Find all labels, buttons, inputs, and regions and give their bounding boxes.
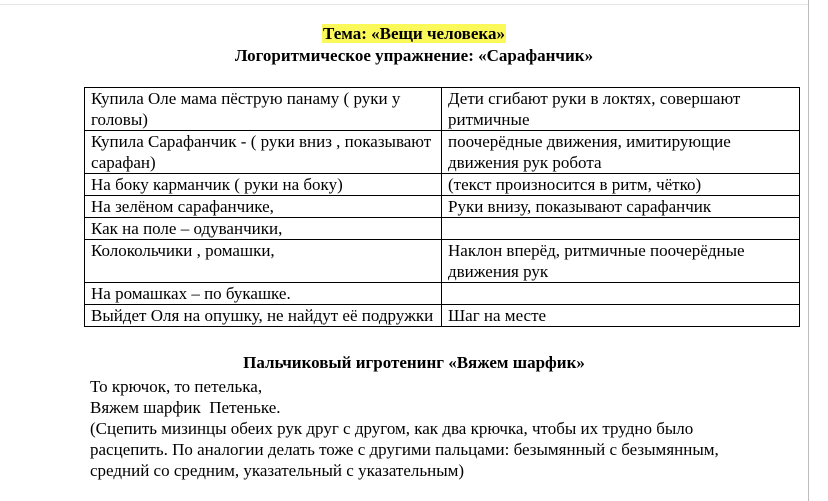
instruction-text: (Сцепить мизинцы обеих рук друг с другом, как два крючка, чтобы их трудно было расцепить. По аналогии делать тоже с другими пальцами: безымянный с безымянным, средний со средним, указательный с указательным) xyxy=(90,419,719,480)
table-cell-action xyxy=(442,283,800,305)
table-cell-action: поочерёдные движения, имитирующие движения рук робота xyxy=(442,131,800,174)
table-row xyxy=(85,174,800,196)
table-cell-text: Как на поле – одуванчики, xyxy=(85,218,442,240)
exercise-title: Логоритмическое упражнение: «Сарафанчик» xyxy=(234,46,594,65)
table-cell-text: Купила Сарафанчик - ( руки вниз , показывают сарафан) xyxy=(85,131,442,174)
table-cell-action: Шаг на месте xyxy=(442,305,800,327)
table-row xyxy=(85,305,800,327)
table-row xyxy=(85,240,800,283)
finger-game-title: Пальчиковый игротенинг «Вяжем шарфик» xyxy=(243,353,585,372)
table-cell-action: Руки внизу, показывают сарафанчик xyxy=(442,196,800,218)
table-cell-text: На зелёном сарафанчике, xyxy=(85,196,442,218)
top-divider xyxy=(0,4,808,5)
topic-heading xyxy=(0,24,828,44)
table-row xyxy=(85,196,800,218)
table-cell-action: Дети сгибают руки в локтях, совершают ритмичные xyxy=(442,88,800,131)
table-cell-text: Купила Оле мама пёструю панаму ( руки у головы) xyxy=(85,88,442,131)
table-cell-action: (текст произносится в ритм, чётко) xyxy=(442,174,800,196)
exercise-table xyxy=(84,87,800,327)
topic-highlight: Тема: «Вещи человека» xyxy=(323,24,505,43)
table-row xyxy=(85,131,800,174)
page-edge xyxy=(808,0,809,501)
table-row xyxy=(85,283,800,305)
table-cell-text: Выйдет Оля на опушку, не найдут её подружки xyxy=(85,305,442,327)
table-cell-text: На боку карманчик ( руки на боку) xyxy=(85,174,442,196)
table-row xyxy=(85,88,800,131)
table-cell-text: Колокольчики , ромашки, xyxy=(85,240,442,283)
table-cell-action: Наклон вперёд, ритмичные поочерёдные движения рук xyxy=(442,240,800,283)
table-cell-action xyxy=(442,218,800,240)
poem-line: То крючок, то петелька, xyxy=(90,377,263,396)
poem-line: Вяжем шарфик Петеньке. xyxy=(90,398,281,417)
table-cell-text: На ромашках – по букашке. xyxy=(85,283,442,305)
table-row xyxy=(85,218,800,240)
